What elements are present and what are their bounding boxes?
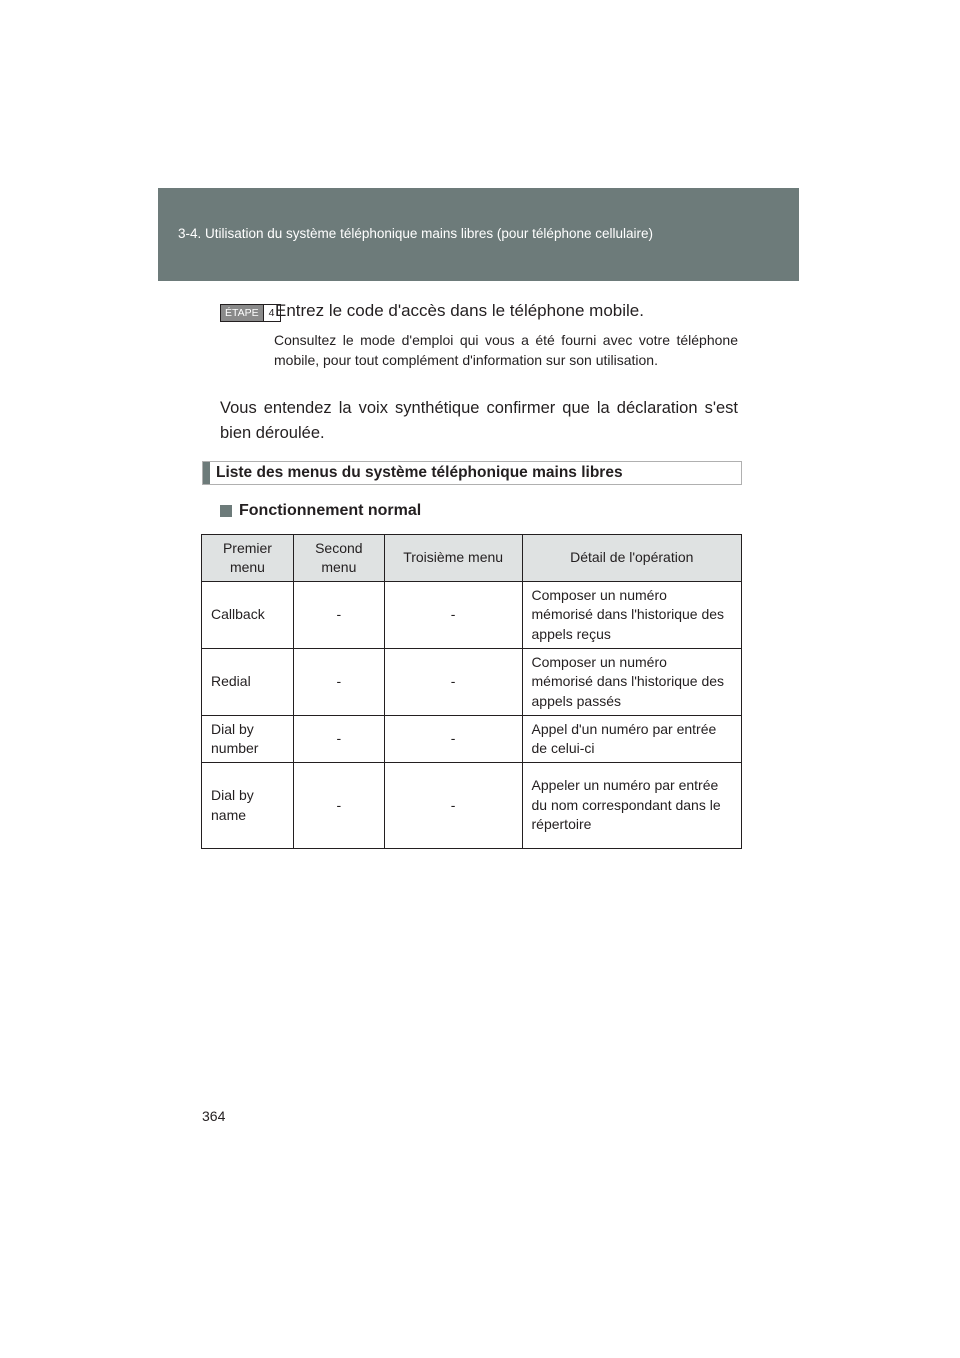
column-header: Troisième menu — [384, 535, 522, 582]
table-cell: - — [293, 582, 384, 649]
table-cell: Dial by name — [202, 763, 294, 849]
column-header: Premier menu — [202, 535, 294, 582]
step-badge — [220, 304, 281, 322]
table-cell: - — [384, 582, 522, 649]
table-cell: - — [384, 763, 522, 849]
menu-table — [201, 534, 742, 849]
table-row — [202, 649, 742, 716]
page-number: 364 — [202, 1108, 226, 1124]
step-note: Consultez le mode d'emploi qui vous a été fourni avec votre téléphone mobile, pour tout complément d'information sur son utilisation. — [274, 332, 738, 368]
section-heading — [202, 461, 742, 485]
subheading — [220, 502, 421, 520]
body-paragraph: Vous entendez la voix synthétique confirmer que la déclaration s'est bien déroulée. — [220, 399, 738, 442]
step-badge-label: ÉTAPE — [221, 305, 263, 321]
section-title: Liste des menus du système téléphonique mains libres — [216, 464, 623, 481]
table-cell: Composer un numéro mémorisé dans l'historique des appels reçus — [522, 582, 742, 649]
table-cell: - — [293, 763, 384, 849]
table-cell: Dial by number — [202, 716, 294, 763]
table-cell: - — [384, 716, 522, 763]
column-header: Second menu — [293, 535, 384, 582]
table-cell: - — [384, 649, 522, 716]
table-row — [202, 582, 742, 649]
table-row — [202, 716, 742, 763]
table-header-row — [202, 535, 742, 582]
column-header: Détail de l'opération — [522, 535, 742, 582]
table-row — [202, 763, 742, 849]
chapter-title: 3-4. Utilisation du système téléphonique mains libres (pour téléphone cellulaire) — [178, 226, 654, 241]
table-cell: - — [293, 716, 384, 763]
table-cell: Callback — [202, 582, 294, 649]
table-cell: Appeler un numéro par entrée du nom correspondant dans le répertoire — [522, 763, 742, 849]
step-text: Entrez le code d'accès dans le téléphone mobile. — [275, 301, 644, 320]
table-cell: Redial — [202, 649, 294, 716]
square-bullet-icon — [220, 505, 232, 517]
table-cell: - — [293, 649, 384, 716]
subheading-text: Fonctionnement normal — [239, 502, 422, 519]
table-cell: Composer un numéro mémorisé dans l'historique des appels passés — [522, 649, 742, 716]
step-badge-number: 4 — [263, 305, 280, 321]
chapter-header — [158, 188, 799, 281]
section-accent-bar — [203, 462, 210, 484]
table-cell: Appel d'un numéro par entrée de celui-ci — [522, 716, 742, 763]
